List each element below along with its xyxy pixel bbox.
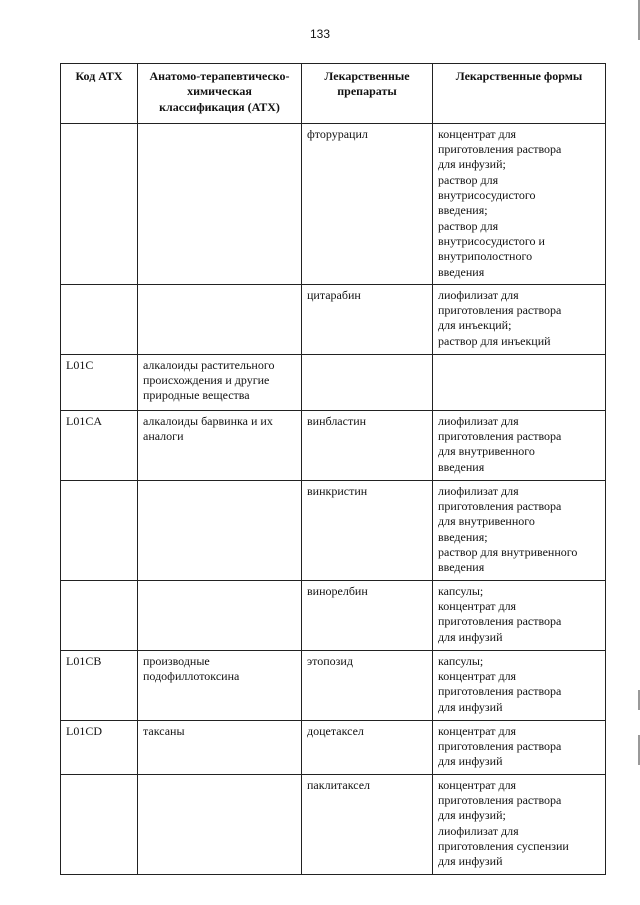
table-row — [61, 284, 606, 354]
cell-code — [61, 774, 138, 874]
cell-forms: лиофилизат для приготовления раствора для внутривенного введения — [433, 410, 606, 480]
cell-drug: винкристин — [302, 480, 433, 580]
cell-forms: концентрат для приготовления раствора для инфузий; лиофилизат для приготовления суспензии для инфузий — [433, 774, 606, 874]
atx-drug-table — [60, 63, 606, 875]
cell-code: L01CD — [61, 720, 138, 774]
table-row — [61, 580, 606, 650]
cell-drug: винорелбин — [302, 580, 433, 650]
table-body — [61, 123, 606, 874]
cell-drug: паклитаксел — [302, 774, 433, 874]
table-row — [61, 410, 606, 480]
cell-drug — [302, 354, 433, 410]
cell-drug: фторурацил — [302, 123, 433, 284]
header-code: Код АТХ — [61, 64, 138, 124]
cell-code — [61, 123, 138, 284]
cell-classification: алкалоиды барвинка и их аналоги — [138, 410, 302, 480]
table-row — [61, 650, 606, 720]
cell-forms: концентрат для приготовления раствора для инфузий — [433, 720, 606, 774]
cell-forms: концентрат для приготовления раствора для инфузий; раствор для внутрисосудистого введения; раствор для внутрисосудистого и внутриполостного введения — [433, 123, 606, 284]
cell-classification — [138, 580, 302, 650]
cell-forms — [433, 354, 606, 410]
header-drugs: Лекарственные препараты — [302, 64, 433, 124]
table-row — [61, 480, 606, 580]
table-row — [61, 774, 606, 874]
cell-code: L01CA — [61, 410, 138, 480]
cell-classification — [138, 480, 302, 580]
cell-code: L01C — [61, 354, 138, 410]
cell-drug: этопозид — [302, 650, 433, 720]
cell-classification: таксаны — [138, 720, 302, 774]
cell-drug: доцетаксел — [302, 720, 433, 774]
cell-code: L01CB — [61, 650, 138, 720]
cell-code — [61, 480, 138, 580]
cell-code — [61, 284, 138, 354]
cell-forms: лиофилизат для приготовления раствора для инъекций; раствор для инъекций — [433, 284, 606, 354]
cell-forms: капсулы; концентрат для приготовления раствора для инфузий — [433, 580, 606, 650]
cell-forms: лиофилизат для приготовления раствора для внутривенного введения; раствор для внутривенного введения — [433, 480, 606, 580]
header-row — [61, 64, 606, 124]
cell-drug: винбластин — [302, 410, 433, 480]
table-row — [61, 123, 606, 284]
cell-code — [61, 580, 138, 650]
table-row — [61, 720, 606, 774]
table-header — [61, 64, 606, 124]
cell-classification: алкалоиды растительного происхождения и другие природные вещества — [138, 354, 302, 410]
header-classification: Анатомо-терапевтическо- химическая классификация (АТХ) — [138, 64, 302, 124]
cell-forms: капсулы; концентрат для приготовления раствора для инфузий — [433, 650, 606, 720]
cell-drug: цитарабин — [302, 284, 433, 354]
cell-classification — [138, 284, 302, 354]
cell-classification — [138, 123, 302, 284]
table-row — [61, 354, 606, 410]
cell-classification — [138, 774, 302, 874]
cell-classification: производные подофиллотоксина — [138, 650, 302, 720]
header-forms: Лекарственные формы — [433, 64, 606, 124]
page-number: 133 — [309, 27, 331, 41]
